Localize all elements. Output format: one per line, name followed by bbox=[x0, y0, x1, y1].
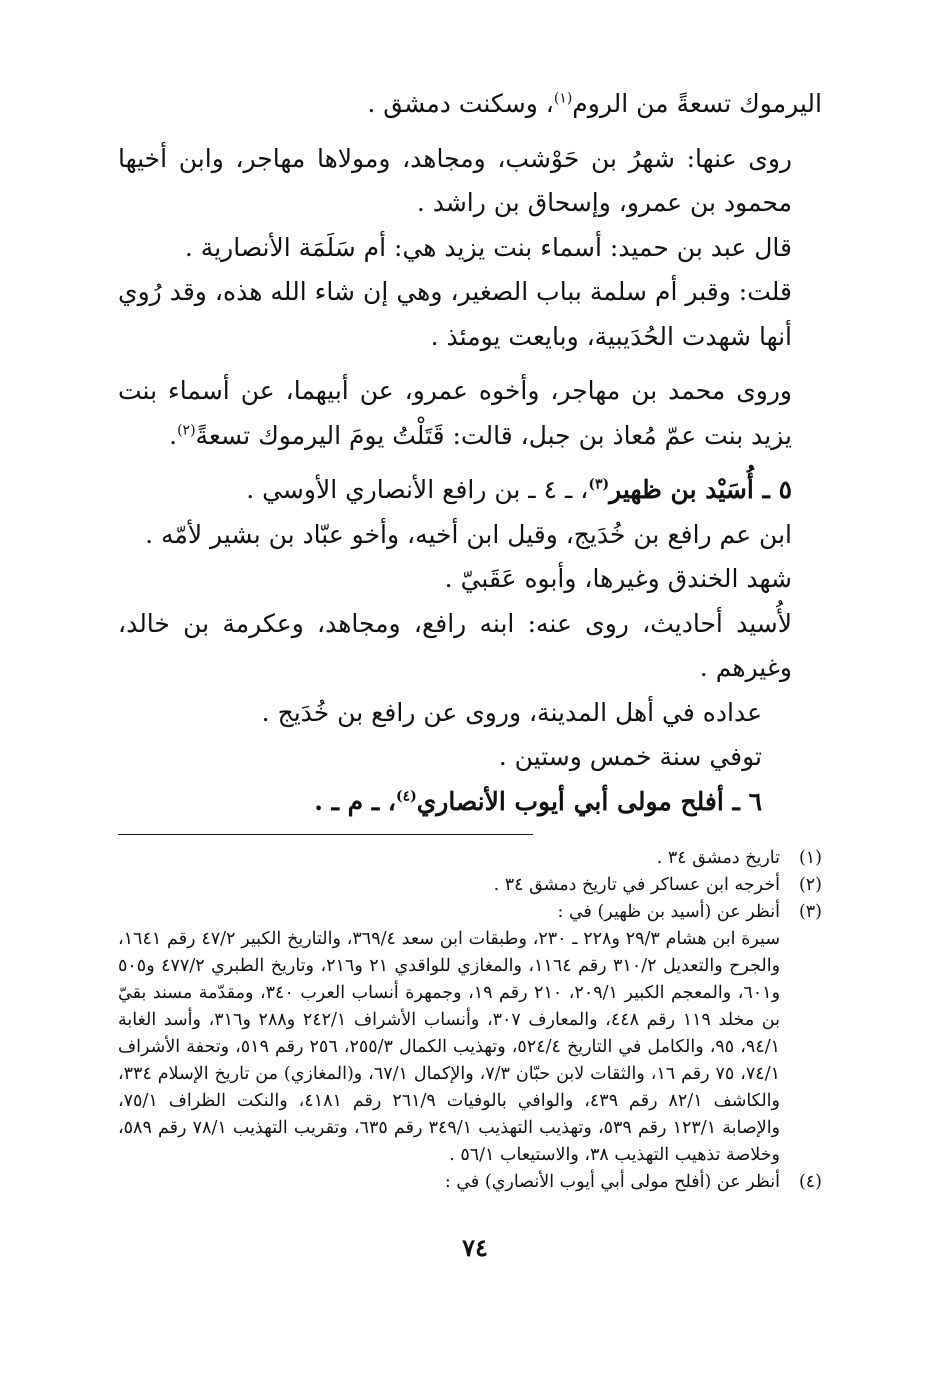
footnote-ref-1: (١) bbox=[553, 90, 573, 107]
footnote-number: (٢) bbox=[798, 875, 822, 895]
footnote-ref-2: (٢) bbox=[177, 422, 196, 439]
footnote-ref-3: (٣) bbox=[588, 476, 610, 493]
entry-heading-5: ٥ ـ أُسَيْد بن ظهير$^{(٣)}$، ـ ٤ ـ بن رافع الأنصاري الأوسي . bbox=[246, 475, 792, 504]
entry-name-5: أُسَيْد بن ظهير bbox=[609, 475, 754, 504]
page-number: ٧٤ bbox=[462, 1233, 488, 1262]
footnote-text: أنظر عن (أفلح مولى أبي أيوب الأنصاري) في : bbox=[444, 1172, 780, 1192]
footnote-text: أخرجه ابن عساكر في تاريخ دمشق ٣٤ . bbox=[493, 875, 780, 895]
entry-number-5: ٥ ـ bbox=[762, 475, 792, 504]
footnote-2 bbox=[118, 872, 822, 899]
footnote-text: أنظر عن (أسيد بن ظهير) في : bbox=[557, 902, 780, 922]
main-text bbox=[118, 82, 822, 824]
footnote-4 bbox=[118, 1169, 822, 1196]
paragraph-hadith: لأُسيد أحاديث، روى عنه: ابنه رافع، ومجاهد، وعكرمة بن خالد، وغيرهم . bbox=[118, 608, 792, 682]
footnote-ref-4: (٤) bbox=[395, 788, 417, 805]
footnote-number: (٤) bbox=[798, 1172, 822, 1192]
paragraph-khandaq: شهد الخندق وغيرها، وأبوه عَقَبيّ . bbox=[444, 564, 792, 593]
footnote-3-sources: سيرة ابن هشام ٢٩/٣ و٢٢٨ ـ ٢٣٠، وطبقات ابن سعد ٣٦٩/٤، والتاريخ الكبير ٤٧/٢ رقم ١٦٤١، والجرح والتعديل ٣١٠/٢ رقم ١١٦٤، والمغازي للواقدي ٢١ و٢١٦، وتاريخ الطبري ٤٧٧/٢ و٥٠٥ و٦٠١، والمعجم الكبير ٢٠٩/١، ٢١٠ رقم ١٩، وجمهرة أنساب العرب ٣٤٠، ومقدّمة مسند بقيّ بن مخلد ١١٩ رقم ٤٤٨، والمعارف ٣٠٧، وأنساب الأشراف ٢٤٢/١ و٢٨٨ و٣١٦، وأسد الغابة ٩٤/١، ٩٥، والكامل في التاريخ ٥٢٤/٤، وتهذيب الكمال ٢٥٥/٣، ٢٥٦ رقم ٥١٩، وتحفة الأشراف ٧٤/١، ٧٥ رقم ١٦، والثقات لابن حبّان ٧/٣، والإكمال ٦٧/١، و(المغازي) من تاريخ الإسلام ٣٣٤، والكاشف ٨٢/١ رقم ٤٣٩، والوافي بالوفيات ٢٦١/٩ رقم ٤١٨١، والنكت الظراف ٧٥/١، والإصابة ١٢٣/١ رقم ٥٣٩، وتهذيب التهذيب ٣٤٩/١ رقم ٦٣٥، وتقريب التهذيب ٧٨/١ رقم ٥٨٩، وخلاصة تذهيب التهذيب ٣٨، والاستيعاب ٥٦/١ . bbox=[118, 929, 781, 1165]
paragraph-narrators: روى عنها: شهرُ بن حَوْشب، ومجاهد، ومولاها مهاجر، وابن أخيها محمود بن عمرو، وإسحاق بن راشد . bbox=[118, 143, 792, 217]
footnote-divider bbox=[118, 834, 533, 835]
footnote-3 bbox=[118, 899, 822, 926]
footnote-number: (١) bbox=[798, 848, 822, 868]
paragraph-grave: قلت: وقبر أم سلمة بباب الصغير، وهي إن شاء الله هذه، وقد رُوي أنها شهدت الحُدَيبية، وبايعت يومئذ . bbox=[118, 277, 792, 351]
paragraph-death: توفي سنة خمس وستين . bbox=[498, 742, 762, 771]
paragraph-1: اليرموك تسعةً من الروم$^{(١)}$، وسكنت دمشق . bbox=[367, 89, 822, 118]
footnote-1 bbox=[118, 845, 822, 872]
footnote-text: تاريخ دمشق ٣٤ . bbox=[656, 848, 780, 868]
entry-heading-6: ٦ ـ أفلح مولى أبي أيوب الأنصاري$^{(٤)}$، ـ م ـ . bbox=[314, 786, 762, 816]
footnotes bbox=[118, 845, 822, 1196]
paragraph-medina: عداده في أهل المدينة، وروى عن رافع بن خُدَيج . bbox=[261, 697, 762, 727]
entry-number-6: ٦ ـ bbox=[732, 786, 762, 816]
footnote-number: (٣) bbox=[798, 902, 822, 922]
paragraph-cousin: ابن عم رافع بن خُدَيج، وقيل ابن أخيه، وأخو عبّاد بن بشير لأمّه . bbox=[145, 519, 792, 549]
entry-name-6: أفلح مولى أبي أيوب الأنصاري bbox=[416, 786, 724, 816]
paragraph-abd-bin-humaid: قال عبد بن حميد: أسماء بنت يزيد هي: أم سَلَمَة الأنصارية . bbox=[184, 232, 792, 262]
paragraph-yarmouk: وروى محمد بن مهاجر، وأخوه عمرو، عن أبيهما، عن أسماء بنت يزيد بنت عمّ مُعاذ بن جبل، قالت: قَتَلْتُ يومَ اليرموك تسعةً$^{(٢)}$. bbox=[118, 376, 792, 450]
